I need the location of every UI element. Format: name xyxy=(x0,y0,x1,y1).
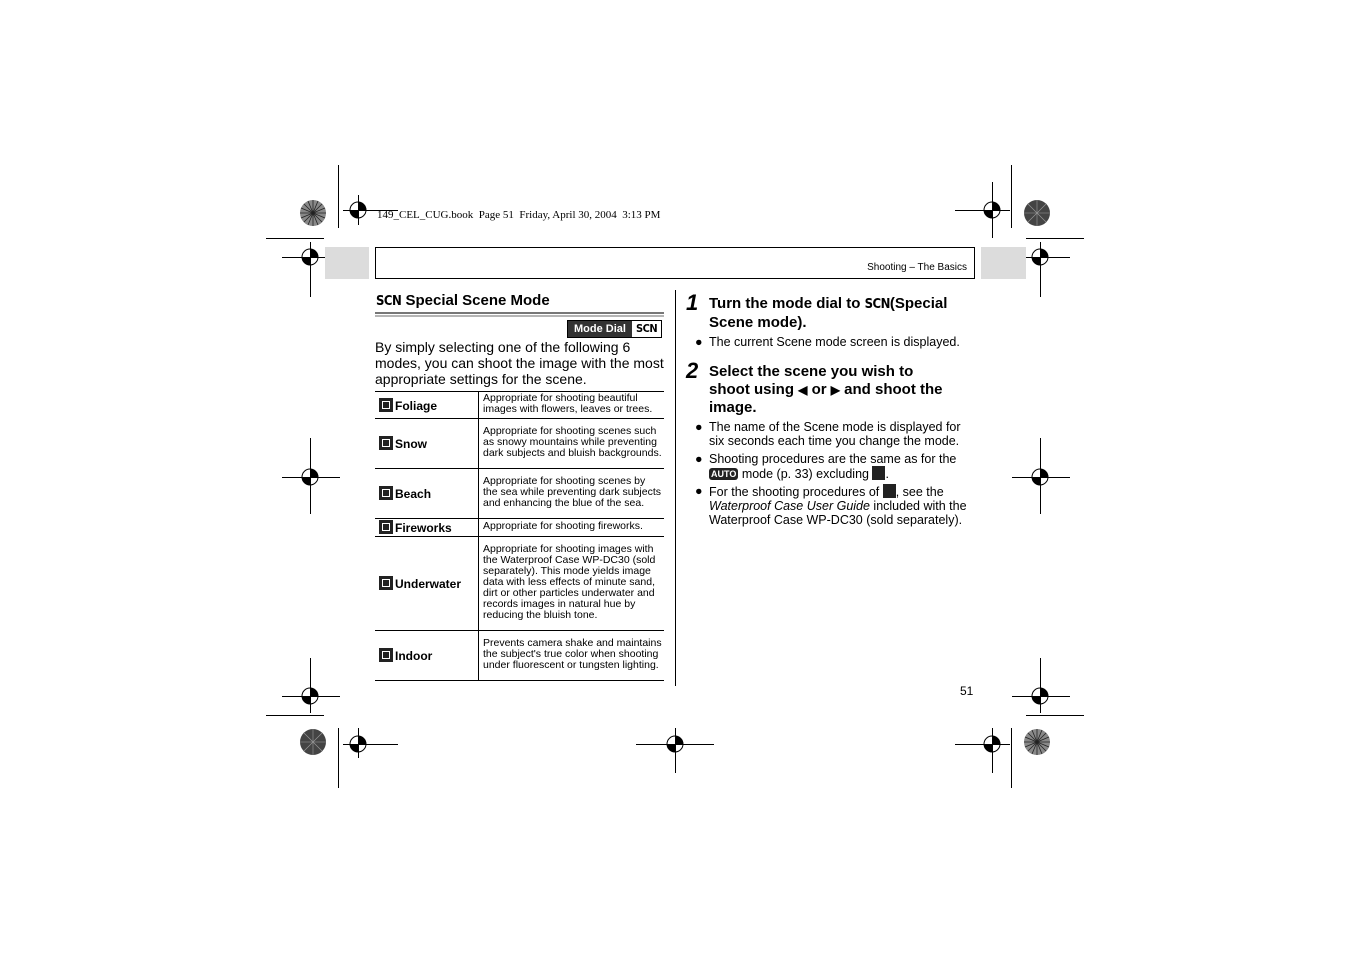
beach-icon xyxy=(379,486,393,500)
step-2-title-text: Select the scene you wish to xyxy=(709,363,914,380)
underwater-icon xyxy=(379,576,393,590)
book-info: 149_CEL_CUG.book Page 51 Friday, April 30, 2004 3:13 PM xyxy=(377,209,661,221)
step-2-title-text: or xyxy=(807,381,831,398)
header-section-title: Shooting – The Basics xyxy=(867,262,967,273)
scn-icon: SCN xyxy=(376,294,402,309)
scene-description: Appropriate for shooting beautiful images with flowers, leaves or trees. xyxy=(479,392,665,419)
table-row xyxy=(375,392,664,419)
step-1-title-text: Turn the mode dial to xyxy=(709,295,865,312)
foliage-icon xyxy=(379,398,393,412)
mode-dial-value: SCN xyxy=(632,321,661,337)
bullet-text: mode (p. 33) excluding xyxy=(738,467,873,481)
underwater-icon xyxy=(872,466,885,480)
title-rule xyxy=(375,315,664,317)
title-rule xyxy=(375,312,664,314)
table-row xyxy=(375,537,664,631)
registration-target-icon xyxy=(1029,466,1051,488)
fireworks-icon xyxy=(379,520,393,534)
step-number: 2 xyxy=(686,358,699,383)
left-gray-tab xyxy=(325,247,369,279)
scene-description: Appropriate for shooting fireworks. xyxy=(479,519,665,537)
registration-target-icon xyxy=(347,733,369,755)
mode-dial-label: Mode Dial xyxy=(568,321,632,337)
scene-name: Snow xyxy=(395,437,427,451)
registration-target-icon xyxy=(299,685,321,707)
column-divider xyxy=(675,290,676,686)
registration-target-icon xyxy=(1029,685,1051,707)
registration-target-icon xyxy=(1029,246,1051,268)
snow-icon xyxy=(379,436,393,450)
indoor-icon xyxy=(379,648,393,662)
registration-target-icon xyxy=(299,246,321,268)
scene-name: Beach xyxy=(395,487,432,501)
bullet-text: The name of the Scene mode is displayed for six seconds each time you change the mode. xyxy=(709,420,961,448)
page-header xyxy=(375,247,975,279)
guide-title: Waterproof Case User Guide xyxy=(709,499,870,513)
list-item xyxy=(695,484,971,527)
scene-name: Underwater xyxy=(395,577,462,591)
bullet-text: , see the xyxy=(895,485,944,499)
section-title xyxy=(376,292,550,309)
right-gray-tab xyxy=(981,247,1026,279)
scene-name: Indoor xyxy=(395,649,433,663)
starburst-target-icon xyxy=(1023,728,1051,756)
left-arrow-icon: ◀ xyxy=(798,383,808,397)
bullet-symbol: ● xyxy=(695,484,703,498)
bullet-symbol: ● xyxy=(695,420,703,434)
scene-description: Appropriate for shooting scenes such as snowy mountains while preventing dark subjects and bluish backgrounds. xyxy=(479,419,665,469)
scene-table xyxy=(375,391,664,681)
underwater-icon xyxy=(883,484,896,498)
page-number: 51 xyxy=(960,684,974,698)
registration-target-icon xyxy=(299,466,321,488)
starburst-target-icon xyxy=(299,199,327,227)
registration-target-icon xyxy=(981,733,1003,755)
bullet-symbol: ● xyxy=(695,335,703,349)
bullet-text: Shooting procedures are the same as for the xyxy=(709,452,957,466)
bullet-text: included with the Waterproof Case WP-DC30 (sold separately). xyxy=(709,499,967,527)
step-2-title-text: shoot using xyxy=(709,381,799,398)
scene-description: Prevents camera shake and maintains the subject's true color when shooting under fluorescent or tungsten lighting. xyxy=(479,631,665,681)
step-1-title-text: (Special xyxy=(889,295,948,312)
bullet-text: For the shooting procedures of xyxy=(709,485,883,499)
list-item xyxy=(695,420,971,448)
step-1-title-text: Scene mode). xyxy=(709,314,807,331)
bullet-symbol: ● xyxy=(695,452,703,466)
scene-name: Fireworks xyxy=(395,521,452,535)
list-item xyxy=(695,452,971,481)
auto-mode-icon: AUTO xyxy=(711,469,737,479)
starburst-target-icon xyxy=(1023,199,1051,227)
scene-name: Foliage xyxy=(395,398,438,413)
bullet-text: The current Scene mode screen is displayed. xyxy=(709,335,960,349)
table-row xyxy=(375,419,664,469)
registration-target-icon xyxy=(664,733,686,755)
table-row xyxy=(375,469,664,519)
mode-dial-badge xyxy=(567,320,662,338)
scene-description: Appropriate for shooting scenes by the sea while preventing dark subjects and enhancing the blue of the sea. xyxy=(479,469,665,519)
bullet-text: . xyxy=(885,467,889,481)
table-row xyxy=(375,631,664,681)
step-1-title xyxy=(709,295,979,332)
list-item xyxy=(695,335,974,349)
right-arrow-icon: ▶ xyxy=(830,383,840,397)
step-2-title-text: image. xyxy=(709,399,757,416)
starburst-target-icon xyxy=(299,728,327,756)
registration-target-icon xyxy=(347,199,369,221)
scn-icon: SCN xyxy=(864,297,890,312)
step-number: 1 xyxy=(686,290,699,315)
registration-target-icon xyxy=(981,199,1003,221)
intro-paragraph: By simply selecting one of the following 6 modes, you can shoot the image with the most appropriate settings for the scene. xyxy=(375,339,664,387)
step-2-title-text: and shoot the xyxy=(839,381,943,398)
table-row xyxy=(375,519,664,537)
scene-description: Appropriate for shooting images with the Waterproof Case WP-DC30 (sold separately). This mode yields image data with less effects of minute sand, dirt or other particles underwater and records images in natural hue by reducing the bluish tone. xyxy=(479,537,665,631)
step-2-title xyxy=(709,363,979,417)
section-title-text: Special Scene Mode xyxy=(405,292,550,309)
